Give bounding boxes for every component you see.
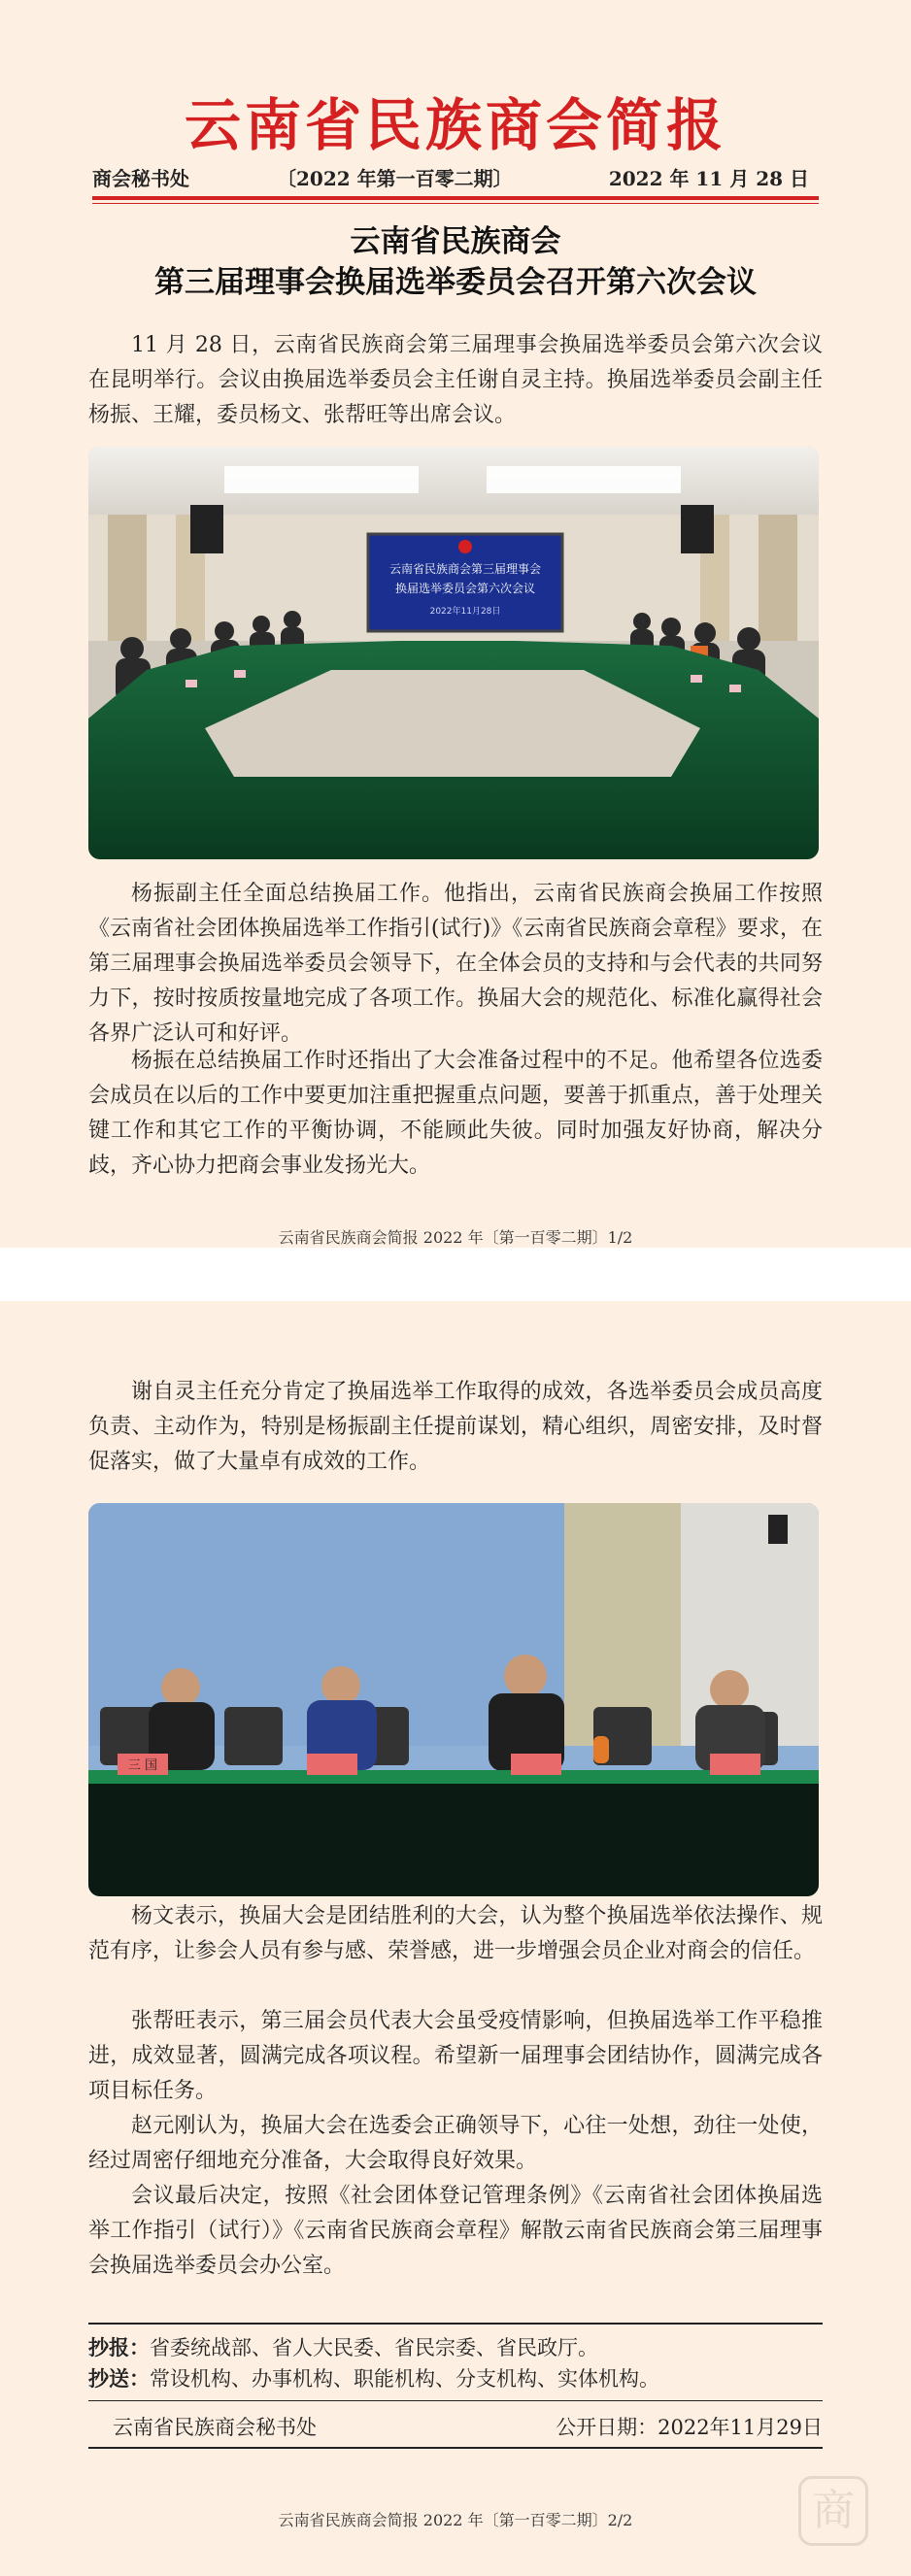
issuer-label: 商会秘书处 xyxy=(92,167,189,190)
svg-text:云南省民族商会第三届理事会: 云南省民族商会第三届理事会 xyxy=(388,562,542,576)
paragraph-affirmation: 谢自灵主任充分肯定了换届选举工作取得的成效，各选举委员会成员高度负责、主动作为，特别是杨振副主任提前谋划，精心组织，周密安排，及时督促落实，做了大量卓有成效的工作。 xyxy=(88,1380,823,1474)
masthead-rule-thin xyxy=(92,203,819,204)
head-table-illustration xyxy=(88,1503,819,1896)
camera-icon xyxy=(768,1515,788,1544)
paragraph-decision: 会议最后决定，按照《社会团体登记管理条例》《云南省社会团体换届选举工作指引（试行）》《云南省民族商会章程》解散云南省民族商会第三届理事会换届选举委员会办公室。 xyxy=(88,2184,823,2278)
headline-line-1: 云南省民族商会 xyxy=(350,224,561,259)
head-table-top xyxy=(88,1770,819,1784)
meeting-photo-1 xyxy=(88,447,819,859)
issue-info-line xyxy=(92,163,819,188)
masthead-rule-thick xyxy=(92,196,819,200)
office-date-line xyxy=(88,2412,823,2441)
watermark-icon: 商 xyxy=(798,2476,868,2546)
publish-date: 公开日期：2022年11月29日 xyxy=(556,2416,823,2439)
masthead-title: 云南省民族商会简报 xyxy=(184,92,726,158)
meeting-photo-2 xyxy=(88,1503,819,1896)
send-to-line: 抄送：常设机构、办事机构、职能机构、分支机构、实体机构。 xyxy=(88,2366,659,2391)
paragraph-summary: 杨振副主任全面总结换届工作。他指出，云南省民族商会换届工作按照《云南省社会团体换届选举工作指引(试行)》《云南省民族商会章程》要求，在第三届理事会换届选举委员会领导下，在全体会员的支持和与会代表的共同努力下，按时按质按量地完成了各项工作。换届大会的规范化、标准化赢得社会各界广泛认可和好评。 xyxy=(88,882,823,1046)
page-footer-2: 云南省民族商会简报 2022 年〔第一百零二期〕2/2 xyxy=(278,2511,633,2529)
paragraph-yang-wen: 杨文表示，换届大会是团结胜利的大会，认为整个换届选举依法操作、规范有序，让参会人员有参与感、荣誉感，进一步增强会员企业对商会的信任。 xyxy=(88,1904,823,1963)
paragraph-zhang-bangwang: 张帮旺表示，第三届会员代表大会虽受疫情影响，但换届选举工作平稳推进，成效显著，圆满完成各项议程。希望新一届理事会团结协作，圆满完成各项目标任务。 xyxy=(88,2009,823,2103)
speaker-left-icon xyxy=(190,505,223,553)
svg-text:2022年11月28日: 2022年11月28日 xyxy=(429,607,501,617)
nameplate-1: 三 国 xyxy=(127,1758,158,1773)
bulletin-page-2 xyxy=(0,1301,911,2576)
svg-text:换届选举委员会第六次会议: 换届选举委员会第六次会议 xyxy=(394,582,536,595)
page-footer-1: 云南省民族商会简报 2022 年〔第一百零二期〕1/2 xyxy=(278,1228,633,1247)
paragraph-intro: 11 月 28 日，云南省民族商会第三届理事会换届选举委员会第六次会议在昆明举行。会议由换届选举委员会主任谢自灵主持。换届选举委员会副主任杨振、王耀，委员杨文、张帮旺等出席会议。 xyxy=(88,333,823,427)
paragraph-shortcomings: 杨振在总结换届工作时还指出了大会准备过程中的不足。他希望各位选委会成员在以后的工作中要更加注重把握重点问题，要善于抓重点，善于处理关键工作和其它工作的平衡协调，不能顾此失彼。同时加强友好协商，解决分歧，齐心协力把商会事业发扬光大。 xyxy=(88,1049,823,1178)
page-gap xyxy=(0,1248,911,1301)
report-to-line: 抄报：省委统战部、省人大民委、省民宗委、省民政厅。 xyxy=(88,2335,598,2359)
distribution-block xyxy=(88,2323,823,2478)
article-headline xyxy=(0,221,911,303)
paragraph-zhao-yuangang: 赵元刚认为，换届大会在选委会正确领导下，心往一处想，劲往一处使，经过周密仔细地充分准备，大会取得良好效果。 xyxy=(88,2114,823,2173)
issue-date: 2022 年 11 月 28 日 xyxy=(608,167,809,190)
speaker-right-icon xyxy=(681,505,714,553)
office-name: 云南省民族商会秘书处 xyxy=(113,2416,317,2439)
bulletin-page-1 xyxy=(0,0,911,1248)
head-table-front xyxy=(88,1784,819,1896)
headline-line-2: 第三届理事会换届选举委员会召开第六次会议 xyxy=(154,265,757,300)
issue-number: 〔2022 年第一百零二期〕 xyxy=(277,167,513,190)
meeting-room-illustration xyxy=(88,447,819,859)
